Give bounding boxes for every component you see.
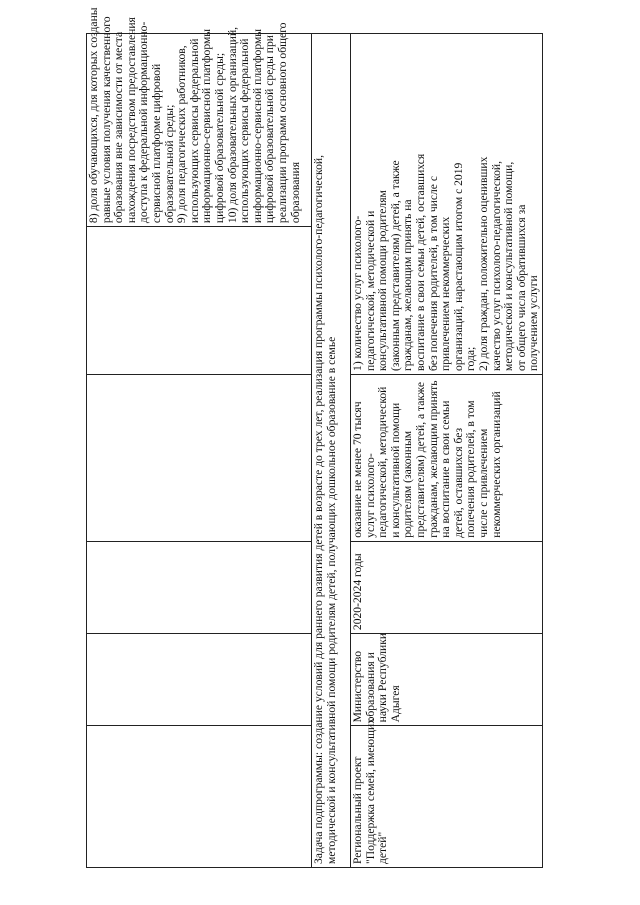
indicator-line: организаций, нарастающим итогом с 2019 — [451, 162, 465, 371]
indicator-line: образования — [288, 161, 302, 224]
result-line: услуг психолого- — [363, 453, 377, 538]
result-line: гражданам, желающим принять — [426, 380, 440, 538]
project-cell — [351, 717, 543, 868]
indicator-line: педагогической, методической и — [363, 210, 377, 371]
indicator-line: 8) доля обучающихся, для которых созданы — [87, 7, 100, 224]
result-line: оказание не менее 70 тысяч — [351, 401, 364, 538]
indicator-line: получением услуги — [527, 275, 541, 371]
table-cell — [87, 374, 312, 541]
period-cell — [351, 541, 543, 633]
indicator-line: доступа к федеральной информационно- — [137, 21, 151, 224]
executor-line: образования и — [363, 652, 377, 723]
indicator-line: 2) доля граждан, положительно оценивших — [476, 156, 490, 371]
indicator-line: (законным представителям) детей, а также — [388, 160, 402, 371]
indicators-cell — [87, 7, 312, 227]
period-text: 2020-2024 годы — [351, 553, 364, 631]
result-line: детей, оставшихся без — [451, 427, 465, 538]
table-row — [87, 34, 312, 868]
indicator-line: привлечением некоммерческих — [439, 216, 453, 371]
project-line: Региональный проект — [351, 756, 364, 864]
executor-line: науки Республики — [376, 632, 390, 723]
indicator-line: от общего числа обратившихся за — [514, 204, 528, 371]
project-line: "Поддержка семей, имеющих — [363, 717, 377, 864]
indicator-line: информационно-сервисной платформы — [250, 28, 264, 224]
result-line: числе с привлечением — [476, 428, 490, 538]
indicator-line: образовательной среды; — [162, 104, 176, 224]
indicator-line: использующих сервисы федеральной — [238, 38, 252, 224]
indicator-line: года; — [464, 346, 478, 371]
executor-line: Адыгея — [388, 685, 402, 723]
result-line: попечения родителей, в том — [464, 400, 478, 538]
task-line: методической и консультативной помощи родителям детей, получающих дошкольное образование в семье — [324, 336, 338, 864]
indicator-line: цифровой образовательной среды; — [212, 52, 226, 224]
table-cell — [87, 634, 312, 726]
rotated-table-block — [86, 7, 551, 868]
result-cell — [351, 374, 543, 541]
indicator-line: без попечения родителей, в том числе с — [426, 176, 440, 371]
table-row — [351, 34, 543, 868]
executor-line: Министерство — [351, 650, 364, 723]
program-table — [86, 7, 543, 868]
table-cell — [87, 541, 312, 633]
table-cell — [87, 227, 312, 375]
indicator-line: качество услуг психолого-педагогической, — [489, 161, 503, 371]
indicator-line: 1) количество услуг психолого- — [351, 215, 364, 371]
result-line: педагогической, методической — [376, 386, 390, 538]
task-row-cell — [312, 34, 351, 868]
indicator-line: сервисной платформе цифровой — [149, 63, 163, 224]
indicator-line: цифровой образовательной среды при — [263, 35, 277, 224]
result-line: на воспитание в свои семьи — [439, 400, 453, 538]
indicator-cell — [351, 34, 543, 375]
indicator-line: консультативной помощи родителям — [376, 190, 390, 371]
indicator-line: образования вне зависимости от места — [112, 31, 126, 224]
indicator-line: равные условия получения качественного — [99, 16, 113, 224]
table-cell — [87, 726, 312, 868]
table-row — [312, 34, 351, 868]
result-line: родителям (законным — [401, 430, 415, 538]
project-line: детей" — [376, 831, 390, 864]
indicator-line: нахождения посредством предоставления — [124, 17, 138, 224]
result-line: и консультативной помощи — [388, 402, 402, 538]
indicator-line: методической и консультативной помощи, — [502, 161, 516, 371]
indicator-line: использующих сервисы федеральной — [187, 38, 201, 224]
indicator-line: 9) доля педагогических работников, — [175, 45, 189, 224]
indicator-line: воспитание в свои семьи детей, оставшихся — [413, 153, 427, 371]
executor-cell — [351, 634, 543, 726]
indicator-line: информационно-сервисной платформы — [200, 28, 214, 224]
result-line: некоммерческих организаций — [489, 391, 503, 538]
indicator-line: 10) доля образовательных организаций, — [225, 26, 239, 224]
result-line: представителям) детей, а также — [413, 381, 427, 538]
indicator-line: реализации программ основного общего — [275, 22, 289, 224]
task-line: Задача подпрограммы: создание условий для раннего развития детей в возрасте до трех лет, реализация программы психолого-педагогической, — [312, 155, 325, 864]
indicator-line: гражданам, желающим принять на — [401, 199, 415, 371]
